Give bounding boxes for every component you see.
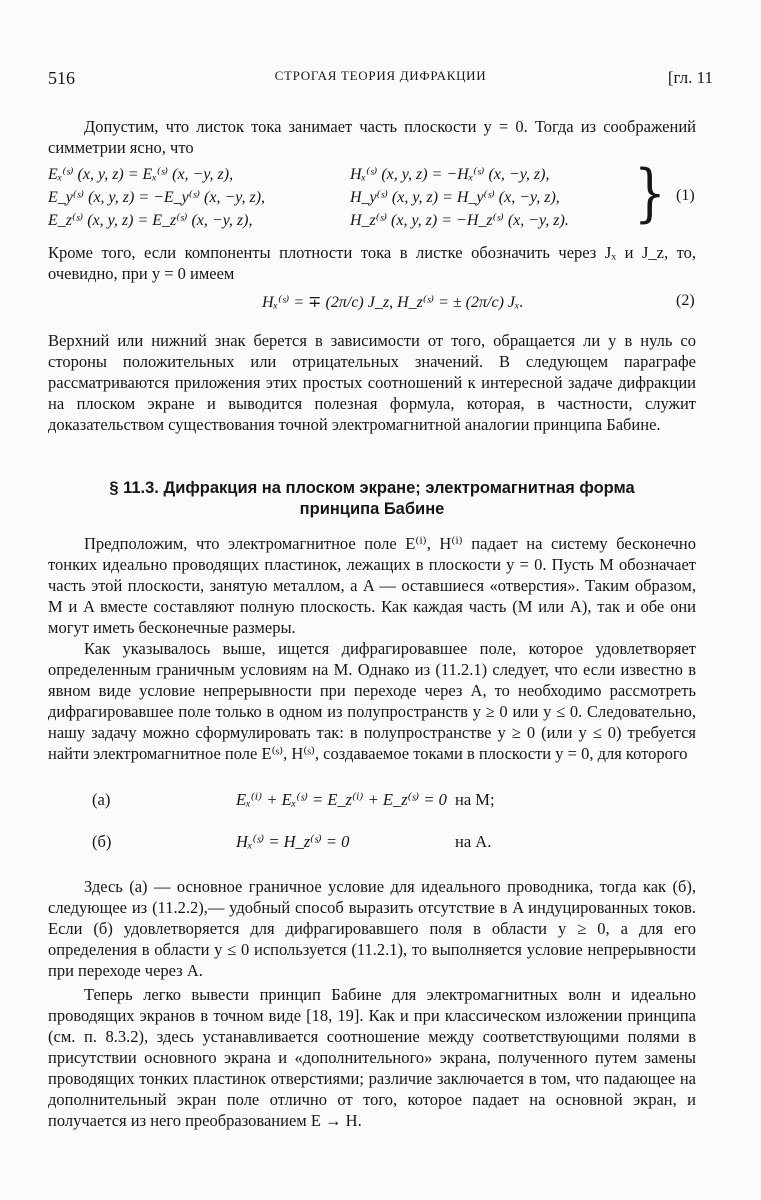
chapter-ref: [гл. 11 (667, 68, 713, 87)
condition-b-label: (б) (92, 832, 112, 851)
condition-a-where: на M; (455, 790, 495, 809)
right-brace: } (634, 156, 666, 230)
section-title-line2: принципа Бабине (299, 500, 445, 518)
condition-a-equation: Eₓ⁽ⁱ⁾ + Eₓ⁽ˢ⁾ = E_z⁽ⁱ⁾ + E_z⁽ˢ⁾ = 0 (236, 790, 447, 809)
eq1-row3-right: H_z⁽ˢ⁾ (x, y, z) = −H_z⁽ˢ⁾ (x, −y, z). (350, 212, 569, 229)
paragraph-5: Как указывалось выше, ищется дифрагировавшее поле, которое удовлетворяет определенным граничным условиям на M. Однако из (11.2.1) следует, что если известно в явном виде условие непрерывности при переходе через A, то необходимо рассмотреть дифрагировавшее поле только в одном из полупространств y ≥ 0 или y ≤ 0. Следовательно, нашу задачу можно сформулировать так: в полупространстве y ≥ 0 (или y ≤ 0) требуется найти электромагнитное поле E⁽ˢ⁾, H⁽ˢ⁾, создаваемое токами в плоскости y = 0, для которого (48, 639, 696, 763)
eq2-text: Hₓ⁽ˢ⁾ = ∓ (2π/c) J_z, H_z⁽ˢ⁾ = ± (2π/c) Jₓ. (262, 294, 524, 311)
running-title: СТРОГАЯ ТЕОРИЯ ДИФРАКЦИИ (274, 68, 487, 83)
eq1-row2-left: E_y⁽ˢ⁾ (x, y, z) = −E_y⁽ˢ⁾ (x, −y, z), (48, 189, 266, 206)
eq1-row1-left: Eₓ⁽ˢ⁾ (x, y, z) = Eₓ⁽ˢ⁾ (x, −y, z), (48, 166, 234, 183)
section-title-line1: § 11.3. Дифракция на плоском экране; электромагнитная форма (109, 479, 635, 497)
paragraph-3: Верхний или нижний знак берется в зависимости от того, обращается ли y в нуль со стороны положительных или отрицательных значений. В следующем параграфе рассматриваются приложения этих простых соотношений к интересной задаче дифракции на плоском экране и выводится полезная формула, которая, в частности, служит доказательством существования точной электромагнитной аналогии принципа Бабине. (48, 331, 696, 434)
paragraph-4: Предположим, что электромагнитное поле E⁽ⁱ⁾, H⁽ⁱ⁾ падает на систему бесконечно тонких идеально проводящих пластинок, лежащих в плоскости y = 0. Пусть M обозначает часть этой плоскости, занятую металлом, а A — оставшиеся «отверстия». Таким образом, M и A вместе составляют полную плоскость. Как каждая часть (M или A), так и обе они могут иметь бесконечные размеры. (48, 534, 696, 637)
eq1-row3-left: E_z⁽ˢ⁾ (x, y, z) = E_z⁽ˢ⁾ (x, −y, z), (48, 212, 253, 229)
paragraph-1: Допустим, что листок тока занимает часть плоскости y = 0. Тогда из соображений симметрии ясно, что (48, 117, 696, 157)
paragraph-2: Кроме того, если компоненты плотности тока в листке обозначить через Jₓ и J_z, то, очевидно, при y = 0 имеем (48, 243, 696, 283)
condition-b-where: на A. (455, 832, 492, 851)
page-number: 516 (48, 68, 75, 88)
paragraph-7: Теперь легко вывести принцип Бабине для электромагнитных волн и идеально проводящих экранов в точном виде [18, 19]. Как и при классическом изложении принципа (см. п. 8.3.2), здесь устанавливается соотношение между соответствующими полями в присутствии основного экрана и «дополнительного» экрана, полученного путем замены проводящих тонких пластинок отверстиями; различие заключается в том, что падающее на дополнительный экран поле отлично от того, которое падает на основной экран, и получается из него преобразованием E → H. (48, 985, 696, 1130)
condition-b-equation: Hₓ⁽ˢ⁾ = H_z⁽ˢ⁾ = 0 (236, 832, 350, 851)
paragraph-6: Здесь (а) — основное граничное условие для идеального проводника, тогда как (б), следующее из (11.2.2),— удобный способ выразить отсутствие в A индуцированных токов. Если (б) удовлетворяется для дифрагировавшего поля в области y ≥ 0, а для его определения в области y ≤ 0 используется (11.2.1), то выполняется условие непрерывности при переходе через A. (48, 877, 696, 980)
eq1-number: (1) (676, 187, 695, 204)
eq2-number: (2) (676, 292, 695, 309)
condition-a-label: (а) (92, 790, 111, 809)
eq1-row2-right: H_y⁽ˢ⁾ (x, y, z) = H_y⁽ˢ⁾ (x, −y, z), (350, 189, 560, 206)
eq1-row1-right: Hₓ⁽ˢ⁾ (x, y, z) = −Hₓ⁽ˢ⁾ (x, −y, z), (350, 166, 550, 183)
